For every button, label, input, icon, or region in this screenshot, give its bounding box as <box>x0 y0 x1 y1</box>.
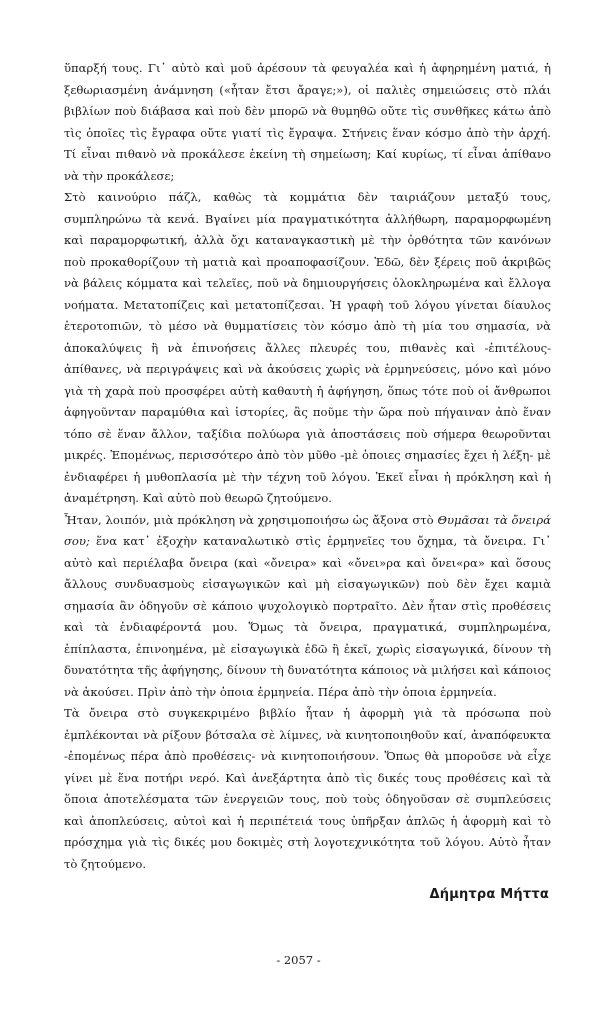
paragraph-3-start: Ἦταν, λοιπόν, μιὰ πρόκληση νὰ χρησιμοποιήσω ὡς ἄξονα στὸ <box>64 512 438 527</box>
paragraph-3-rest: ἕνα κατ᾿ ἐξοχὴν καταναλωτικὸ στὶς ἑρμηνεῖες του ὄχημα, τὰ ὄνειρα. Γι᾿ αὐτὸ καὶ περιέλαβα ὄνειρα (καὶ «ὄνειρα» καὶ «ὄνει»ρα καὶ ὄνει«ρα» καὶ ὅσους ἄλλους συνδυασμοὺς εἰσαγωγικῶν καὶ μὴ εἰσαγωγικῶν) ποὺ δὲν ἔχει καμιὰ σημασία ἂν ὁδηγοῦν σὲ κάποιο ψυχολογικὸ πορτραῖτο. Δὲν ἦταν στὶς προθέσεις καὶ τὰ ἐνδιαφέροντά μου. Ὅμως τὰ ὄνειρα, πραγματικά, συμπληρωμένα, ἐπίπλαστα, ἐπινοημένα, μὲ εἰσαγωγικὰ ἐδῶ ἢ ἐκεῖ, χωρὶς εἰσαγωγικά, δίνουν τὴ δυνατότητα τῆς ἀφήγησης, δίνουν τὴ δυνατότητα κάποιος νὰ μιλήσει καὶ κάποιος νὰ ἀκούσει. Πρὶν ἀπὸ τὴν ὁποια ἑρμηνεία. Πέρα ἀπὸ τὴν ὁποια ἑρμηνεία. <box>64 534 551 699</box>
book-title: Θυμᾶσαι τὰ ὄνειρά σου; <box>64 512 552 548</box>
paragraph-4: Τὰ ὄνειρα στὸ συγκεκριμένο βιβλίο ἦταν ἡ ἀφορμὴ γιὰ τὰ πρόσωπα ποὺ ἐμπλέκονται νὰ ρίξουν βότσαλα σὲ λίμνες, νὰ κινητοποιηθοῦν καί, ἀναπόφευκτα -ἐπομένως πέρα ἀπὸ προθέσεις- νὰ κινητοποιήσουν. Ὅπως θὰ μποροῦσε νὰ εἶχε γίνει μὲ ἕνα ποτήρι νερό. Καὶ ἀνεξάρτητα ἀπὸ τὶς δικές τους προθέσεις καὶ τὰ ὅποια ἀποτελέσματα τῶν ἐνεργειῶν τους, ποὺ τοὺς ὁδηγοῦσαν σὲ συμπλεύσεις καὶ ἀποπλεύσεις, αὐτοὶ καὶ ἡ περιπέτειά τους ὑπῆρξαν ἁπλῶς ἡ ἀφορμὴ καὶ τὸ πρόσχημα γιὰ τὶς δικές μου δοκιμὲς στὴ λογοτεχνικότητα τοῦ λόγου. Αὐτὸ ἦταν τὸ ζητούμενο. <box>64 706 551 871</box>
page-number: - 2057 - <box>276 953 321 967</box>
paragraph-1: ὕπαρξή τους. Γι᾿ αὐτὸ καὶ μοῦ ἀρέσουν τὰ φευγαλέα καὶ ἡ ἀφηρημένη ματιά, ἡ ξεθωριασμένη ἀνάμνηση («ἦταν ἔτσι ἄραγε;»), οἱ παλιὲς σημειώσεις στὸ πλάι βιβλίων ποὺ διάβασα καὶ ποὺ δὲν μπορῶ νὰ θυμηθῶ οὔτε τὶς συνθῆκες κάτω ἀπὸ τὶς ὁποῖες τὶς ἔγραφα οὔτε γιατί τὶς ἔγραψα. Στήνεις ἕναν κόσμο ἀπὸ τὴν ἀρχή. Τί εἶναι πιθανὸ νὰ προκάλεσε ἐκείνη τὴ σημείωση; Καί κυρίως, τί εἶναι ἀπίθανο νὰ τὴν προκάλεσε; <box>64 61 551 183</box>
body-text <box>64 58 551 875</box>
author-signature: Δήμητρα Μήττα <box>429 887 549 902</box>
paragraph-3 <box>64 510 551 704</box>
paragraph-2: Στὸ καινούριο πάζλ, καθὼς τὰ κομμάτια δὲν ταιριάζουν μεταξύ τους, συμπληρώνω τὰ κενά. Βγαίνει μία πραγματικότητα ἀλλήθωρη, παραμορφωμένη καὶ παραμορφωτική, ἀλλὰ ὄχι καταναγκαστικὴ μὲ τὴν ὀρθότητα τῶν κανόνων ποὺ προκαθορίζουν τὴ ματιὰ καὶ προαποφασίζουν. Ἐδῶ, δὲν ξέρεις ποῦ ἀκριβῶς νὰ βάλεις κόμματα καὶ τελεῖες, ποῦ νὰ δημιουργήσεις ὁλοκληρωμένα καὶ ἔλλογα νοήματα. Μετατοπίζεις καὶ μετατοπίζεσαι. Ἡ γραφὴ τοῦ λόγου γίνεται δίαυλος ἑτεροτοπιῶν, τὸ μέσο νὰ θυμματίσεις τὸν κόσμο ἀπὸ τὴ μία του σημασία, νὰ ἀποκαλύψεις ἢ νὰ ἐπινοήσεις ἄλλες πλευρές του, πιθανὲς καὶ -ἐπιτέλους- ἀπίθανες, νὰ περιγράψεις καὶ νὰ ἀκούσεις χωρὶς νὰ ἑρμηνεύσεις, μόνο καὶ μόνο γιὰ τὴ χαρὰ ποὺ προσφέρει αὐτὴ καθαυτὴ ἡ ἀφήγηση, ὅπως τότε ποὺ οἱ ἄνθρωποι ἀφηγοῦνταν παραμύθια καὶ ἱστορίες, ἂς ποῦμε τὴν ὥρα ποὺ πήγαιναν ἀπὸ ἕναν τόπο σὲ ἕναν ἄλλον, ταξίδια πολύωρα γιὰ ἀποστάσεις ποὺ σήμερα θεωροῦνται μικρές. Ἑπομένως, περισσότερο ἀπὸ τὸν μῦθο -μὲ ὁποιες σημασίες ἔχει ἡ λέξη- μὲ ἐνδιαφέρει ἡ μυθοπλασία μὲ τὴν τέχνη τοῦ λόγου. Ἐκεῖ εἶναι ἡ πρόκληση καὶ ἡ ἀναμέτρηση. Καὶ αὐτὸ ποὺ θεωρῶ ζητούμενο. <box>64 190 551 505</box>
